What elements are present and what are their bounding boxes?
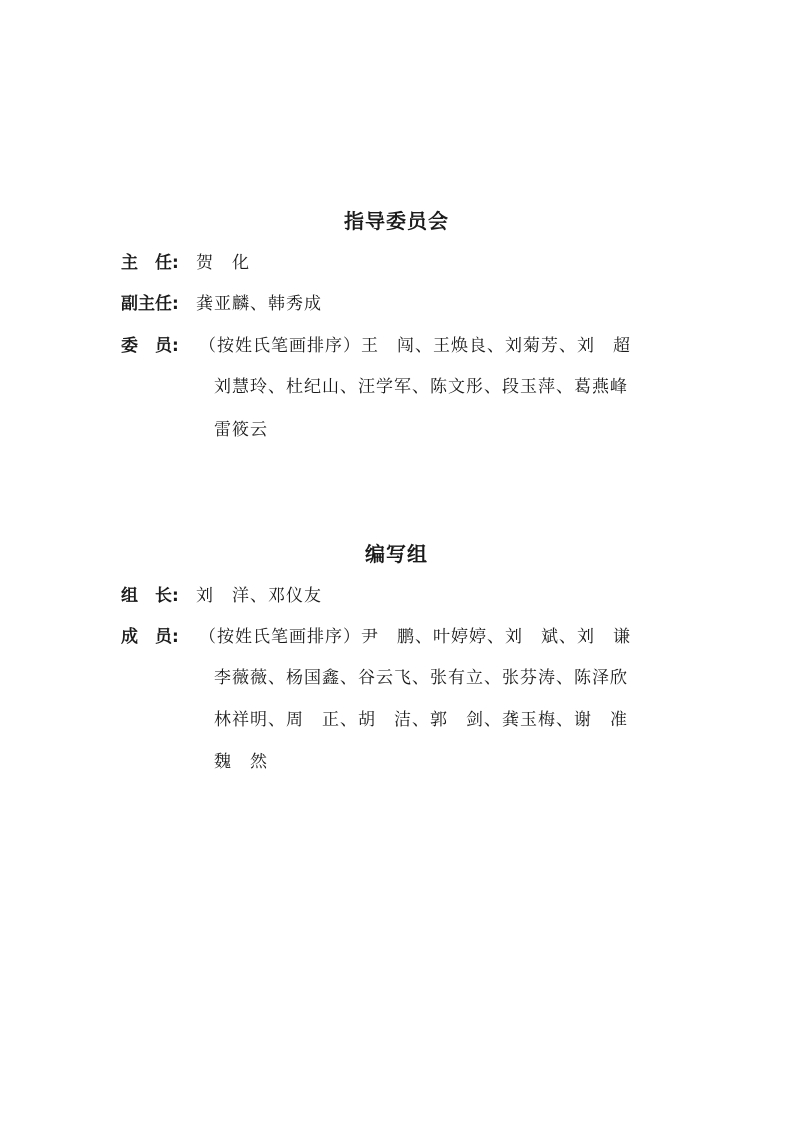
committee-members-line: 刘慧玲、杜纪山、汪学军、陈文彤、段玉萍、葛燕峰 <box>214 377 628 397</box>
committee-members-line: 雷筱云 <box>214 420 268 440</box>
writing-group-leader-value: 刘 洋、邓仪友 <box>196 586 322 606</box>
committee-director-value: 贺 化 <box>196 253 250 273</box>
committee-deputy-value: 龚亚麟、韩秀成 <box>196 294 322 314</box>
committee-deputy-label: 副主任: <box>121 294 179 314</box>
writing-group-members-line: 李薇薇、杨国鑫、谷云飞、张有立、张芬涛、陈泽欣 <box>214 668 628 688</box>
committee-director-label: 主 任: <box>121 253 179 273</box>
committee-members-label: 委 员: <box>121 336 179 356</box>
writing-group-members-line: 魏 然 <box>214 752 268 772</box>
committee-members-line: （按姓氏笔画排序）王 闯、王焕良、刘菊芳、刘 超 <box>199 336 631 356</box>
writing-group-title: 编写组 <box>365 542 428 566</box>
writing-group-leader-label: 组 长: <box>121 586 179 606</box>
writing-group-members-label: 成 员: <box>121 627 179 647</box>
writing-group-members-line: （按姓氏笔画排序）尹 鹏、叶婷婷、刘 斌、刘 谦 <box>199 627 631 647</box>
committee-title: 指导委员会 <box>344 209 449 233</box>
writing-group-members-line: 林祥明、周 正、胡 洁、郭 剑、龚玉梅、谢 准 <box>214 710 628 730</box>
